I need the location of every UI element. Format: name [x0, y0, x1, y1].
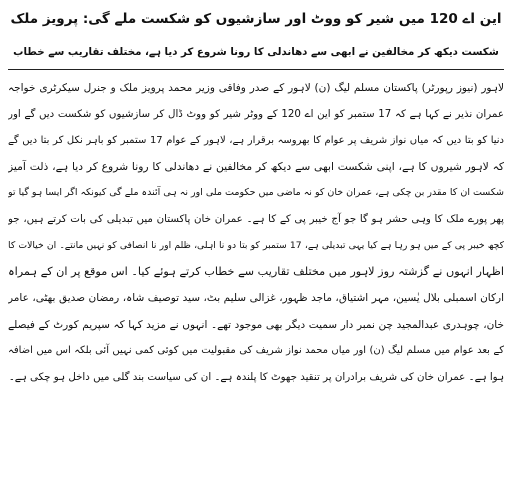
body-line: کے بعد عوام میں مسلم لیگ (ن) اور میاں محمد نواز شریف کی مقبولیت میں کوئی کمی نہیں آئی بلکہ اس میں اضافہ	[8, 344, 504, 356]
divider	[8, 69, 504, 70]
body-line: ہوا ہے۔ عمران خان کی شریف برادران پر تنقید جھوٹ کا پلندہ ہے۔ ان کی سیاست بند گلی میں داخل ہو چکی ہے۔	[8, 371, 504, 384]
body-line: کچھ خیبر پی کے میں ہو رہا ہے کیا یہی تبدیلی ہے، 17 ستمبر کو بتا دو نا اہلی، ظلم اور نا انصافی کو نہیں مانتے۔ ان خیالات کا	[8, 239, 504, 251]
article-body	[8, 75, 504, 391]
body-line: عمران نذیر نے کہا ہے کہ 17 ستمبر کو این اے 120 کے ووٹر شیر کو ووٹ ڈال کر سازشیوں کو شکست دیں گے اور	[8, 108, 504, 121]
body-line: خان، چوہدری عبدالمجید چن نمبر دار سمیت دیگر بھی موجود تھے۔ انہوں نے مزید کہا کہ سپریم کورٹ کے فیصلے	[8, 318, 504, 331]
body-line: دنیا کو بتا دیں کہ میاں نواز شریف پر عوام کا بھروسہ برقرار ہے، لاہور کے عوام 17 ستمبر کو باہر نکل کر بتا دیں گے	[8, 134, 504, 146]
headline: این اے 120 میں شیر کو ووٹ اور سازشیوں کو شکست ملے گی: پرویز ملک	[10, 11, 502, 27]
body-line: کہ لاہور شیروں کا ہے، اپنی شکست ابھی سے دیکھ کر مخالفین نے دھاندلی کا رونا شروع کر دیا ہے، ذلت آمیز	[8, 159, 504, 173]
body-line: پھر پورے ملک کا وہی حشر ہو گا جو آج خیبر پی کے کا ہے۔ عمران خان پاکستان میں تبدیلی کی بات کرتے ہیں، جو	[8, 213, 504, 226]
subheadline: شکست دیکھ کر مخالفین نے ابھی سے دھاندلی کا رونا شروع کر دیا ہے، مختلف تقاریب سے خطاب	[13, 46, 499, 58]
body-line: لاہور (نیوز رپورٹر) پاکستان مسلم لیگ (ن) لاہور کے صدر وفاقی وزیر محمد پرویز ملک و جنرل سیکرٹری خواجہ	[8, 82, 504, 94]
body-line: ارکان اسمبلی بلال یٰسین، مہر اشتیاق، ماجد ظہور، غزالی سلیم بٹ، سید توصیف شاہ، رمضان صدیق بھٹی، عامر	[8, 292, 504, 305]
body-line: شکست ان کا مقدر بن چکی ہے، عمران خان کو نہ ماضی میں حکومت ملی اور نہ ہی آئندہ ملے گی کیونکہ اگر ایسا ہو گیا تو	[8, 187, 504, 199]
body-line: اظہار انہوں نے گزشتہ روز لاہور میں مختلف تقاریب سے خطاب کرتے ہوئے کیا۔ اس موقع پر ان کے ہمراہ	[8, 265, 504, 279]
